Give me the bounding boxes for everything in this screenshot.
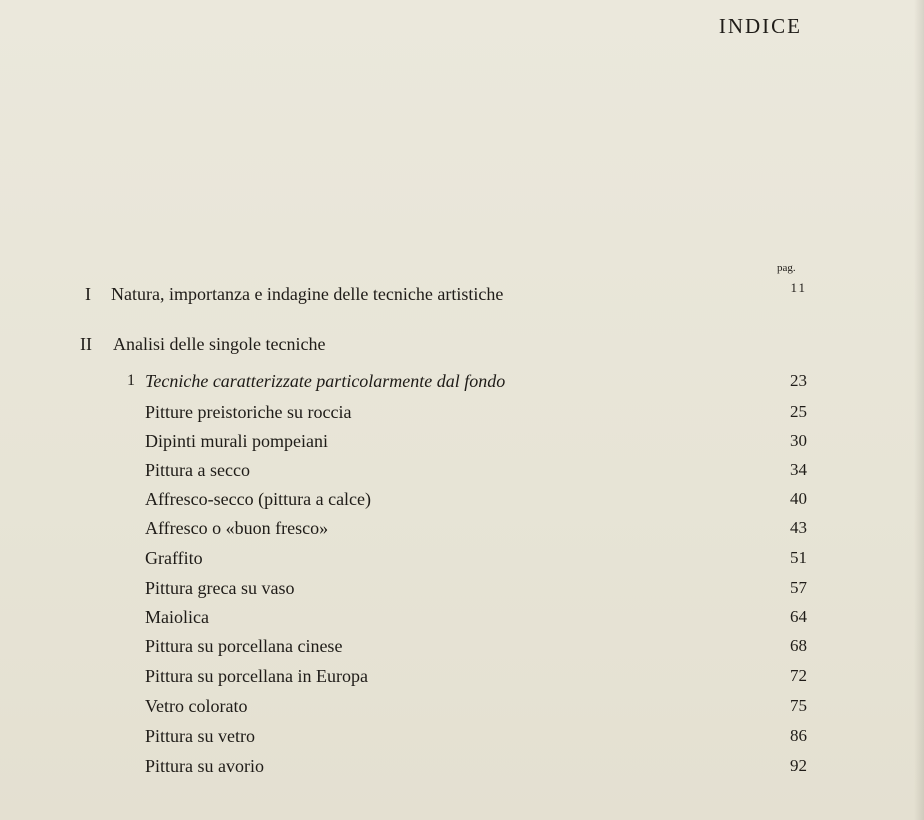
- toc-entry-row[interactable]: [0, 548, 924, 576]
- entry-title: Graffito: [145, 548, 203, 568]
- entry-page-number: 34: [790, 460, 807, 479]
- toc-entry-row[interactable]: [0, 666, 924, 694]
- entry-title: Pittura su porcellana in Europa: [145, 666, 368, 686]
- entry-page-number: 51: [790, 548, 807, 567]
- entry-title: Pittura su vetro: [145, 726, 255, 746]
- toc-chapter-row[interactable]: [0, 280, 924, 312]
- entry-title: Pittura su porcellana cinese: [145, 636, 343, 656]
- page-title: INDICE: [718, 14, 802, 38]
- entry-title: Dipinti murali pompeiani: [145, 431, 328, 451]
- toc-entry-row[interactable]: [0, 431, 924, 459]
- entry-page-number: 25: [790, 402, 807, 421]
- section-number: 1: [127, 372, 135, 389]
- toc-entry-row[interactable]: [0, 402, 924, 430]
- entry-title: Pittura su avorio: [145, 756, 264, 776]
- toc-chapter-row[interactable]: [0, 334, 924, 362]
- section-page-number: 23: [790, 371, 807, 390]
- entry-page-number: 43: [790, 518, 807, 537]
- entry-title: Affresco-secco (pittura a calce): [145, 489, 372, 509]
- chapter-page-number: 11: [790, 280, 807, 295]
- entry-page-number: 40: [790, 489, 807, 508]
- entry-title: Affresco o «buon fresco»: [145, 518, 329, 538]
- chapter-numeral: I: [85, 284, 91, 304]
- entry-title: Pitture preistoriche su roccia: [145, 402, 352, 422]
- chapter-title: Analisi delle singole tecniche: [113, 334, 326, 354]
- chapter-numeral: II: [80, 334, 92, 354]
- entry-page-number: 64: [790, 607, 807, 626]
- entry-page-number: 72: [790, 666, 807, 685]
- entry-page-number: 30: [790, 431, 807, 450]
- toc-entry-row[interactable]: [0, 696, 924, 724]
- entry-page-number: 92: [790, 756, 807, 775]
- toc-entry-row[interactable]: [0, 489, 924, 517]
- page-column-label: pag.: [777, 262, 796, 274]
- section-title: Tecniche caratterizzate particolarmente dal fondo: [145, 371, 506, 391]
- entry-title: Vetro colorato: [145, 696, 248, 716]
- entry-title: Pittura a secco: [145, 460, 250, 480]
- toc-entry-row[interactable]: [0, 636, 924, 664]
- entry-page-number: 57: [790, 578, 807, 597]
- toc-entry-row[interactable]: [0, 578, 924, 606]
- entry-title: Maiolica: [145, 607, 209, 627]
- entry-page-number: 68: [790, 636, 807, 655]
- toc-entry-row[interactable]: [0, 726, 924, 754]
- toc-section-row[interactable]: [0, 371, 924, 399]
- entry-page-number: 75: [790, 696, 807, 715]
- entry-title: Pittura greca su vaso: [145, 578, 295, 598]
- chapter-title: Natura, importanza e indagine delle tecniche artistiche: [111, 284, 504, 304]
- entry-page-number: 86: [790, 726, 807, 745]
- toc-entry-row[interactable]: [0, 607, 924, 635]
- toc-entry-row[interactable]: [0, 756, 924, 784]
- toc-entry-row[interactable]: [0, 460, 924, 488]
- toc-entry-row[interactable]: [0, 518, 924, 546]
